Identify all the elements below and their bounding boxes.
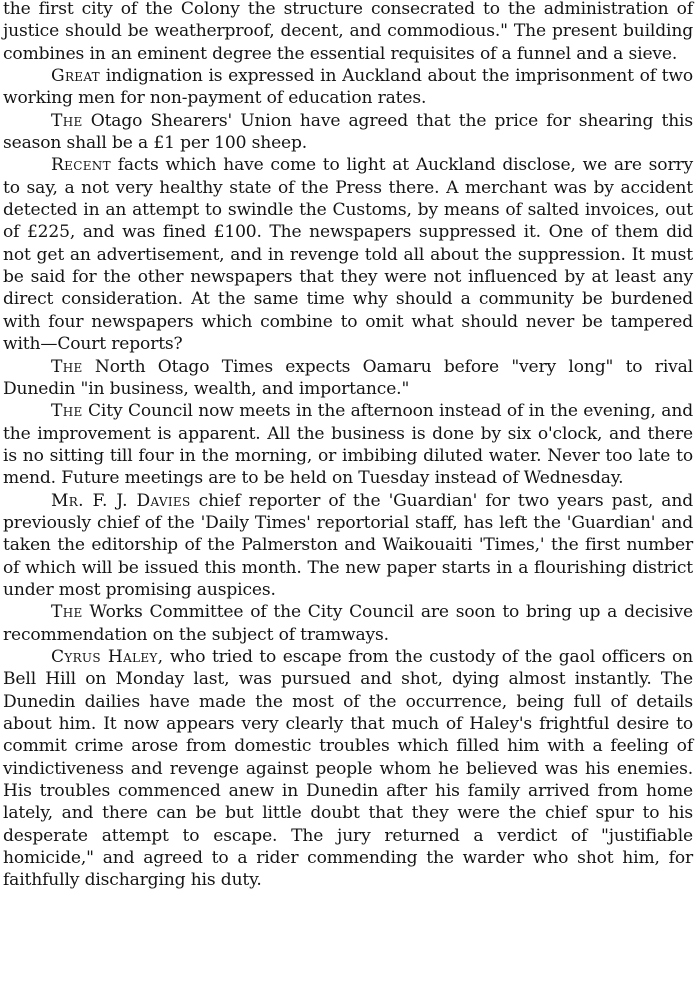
paragraph-text: Works Committee of the City Council are soon to bring up a decisive recommendation on the subject of tramways. [3, 602, 693, 645]
paragraph-lead: The [51, 401, 83, 422]
paragraph-text: indignation is expressed in Auckland about the imprisonment of two working men for non-payment of education rates. [3, 66, 693, 109]
paragraph-text: who tried to escape from the custody of the gaol officers on Bell Hill on Monday last, was pursued and shot, dying almost instantly. The Dunedin dailies have made the most of the occurrence, being full of details about him. It now appears very clearly that much of Haley's frightful desire to commit crime arose from domestic troubles which filled him with a feeling of vindictiveness and revenge against people whom he believed was his enemies. His troubles commenced anew in Dunedin after his family arrived from home lately, and there can be but little doubt that they were the chief spur to his desperate attempt to escape. The jury returned a verdict of "justifiable homicide," and agreed to a rider commending the warder who shot him, for faithfully discharging his duty. [3, 646, 693, 891]
paragraph-shearers [3, 110, 693, 155]
paragraph-lead: The [51, 356, 83, 377]
paragraph-lead: Cyrus Haley, [51, 646, 164, 667]
paragraph-text: the first city of the Colony the structure consecrated to the administration of justice should be weatherproof, decent, and commodious." The present building combines in an eminent degree the essential requisites of a funnel and a sieve. [3, 0, 693, 64]
paragraph-lead: The [51, 110, 83, 131]
paragraph-auckland-press [3, 154, 693, 355]
paragraph-text: facts which have come to light at Auckland disclose, we are sorry to say, a not very healthy state of the Press there. A merchant was by accident detected in an attempt to swindle the Customs, by means of salted invoices, out of £225, and was fined £100. The newspapers suppressed it. One of them did not get an advertisement, and in revenge told all about the suppression. It must be said for the other newspapers that they were not influenced by at least any direct consideration. At the same time why should a community be burdened with four newspapers which combine to omit what should never be tampered with—Court reports? [3, 155, 693, 355]
paragraph-text: City Council now meets in the afternoon instead of in the evening, and the improvement is apparent. All the business is done by six o'clock, and there is no sitting till four in the morning, or imbibing diluted water. Never too late to mend. Future meetings are to be held on Tuesday instead of Wednesday. [3, 401, 693, 489]
paragraph-haley [3, 646, 693, 892]
paragraph-text: North Otago Times expects Oamaru before "very long" to rival Dunedin "in business, wealth, and importance." [3, 356, 693, 399]
paragraph-works-committee [3, 601, 693, 646]
paragraph-oamaru [3, 356, 693, 401]
paragraph-text: chief reporter of the 'Guardian' for two years past, and previously chief of the 'Daily Times' reportorial staff, has left the 'Guardian' and taken the editorship of the Palmerston and Waikouaiti 'Times,' the first number of which will be issued this month. The new paper starts in a flourishing district under most promising auspices. [3, 490, 693, 600]
paragraph-imprisonment [3, 65, 693, 110]
paragraph-lead: Mr. F. J. Davies [51, 490, 191, 511]
news-column [3, 0, 693, 892]
paragraph-text: Otago Shearers' Union have agreed that the price for shearing this season shall be a £1 per 100 sheep. [3, 110, 693, 154]
paragraph-lead: Recent [51, 155, 111, 176]
paragraph-lead: The [51, 602, 83, 623]
paragraph-lead: Great [51, 66, 100, 87]
paragraph-courthouse [3, 0, 693, 65]
paragraph-davies [3, 490, 693, 602]
paragraph-city-council [3, 400, 693, 489]
